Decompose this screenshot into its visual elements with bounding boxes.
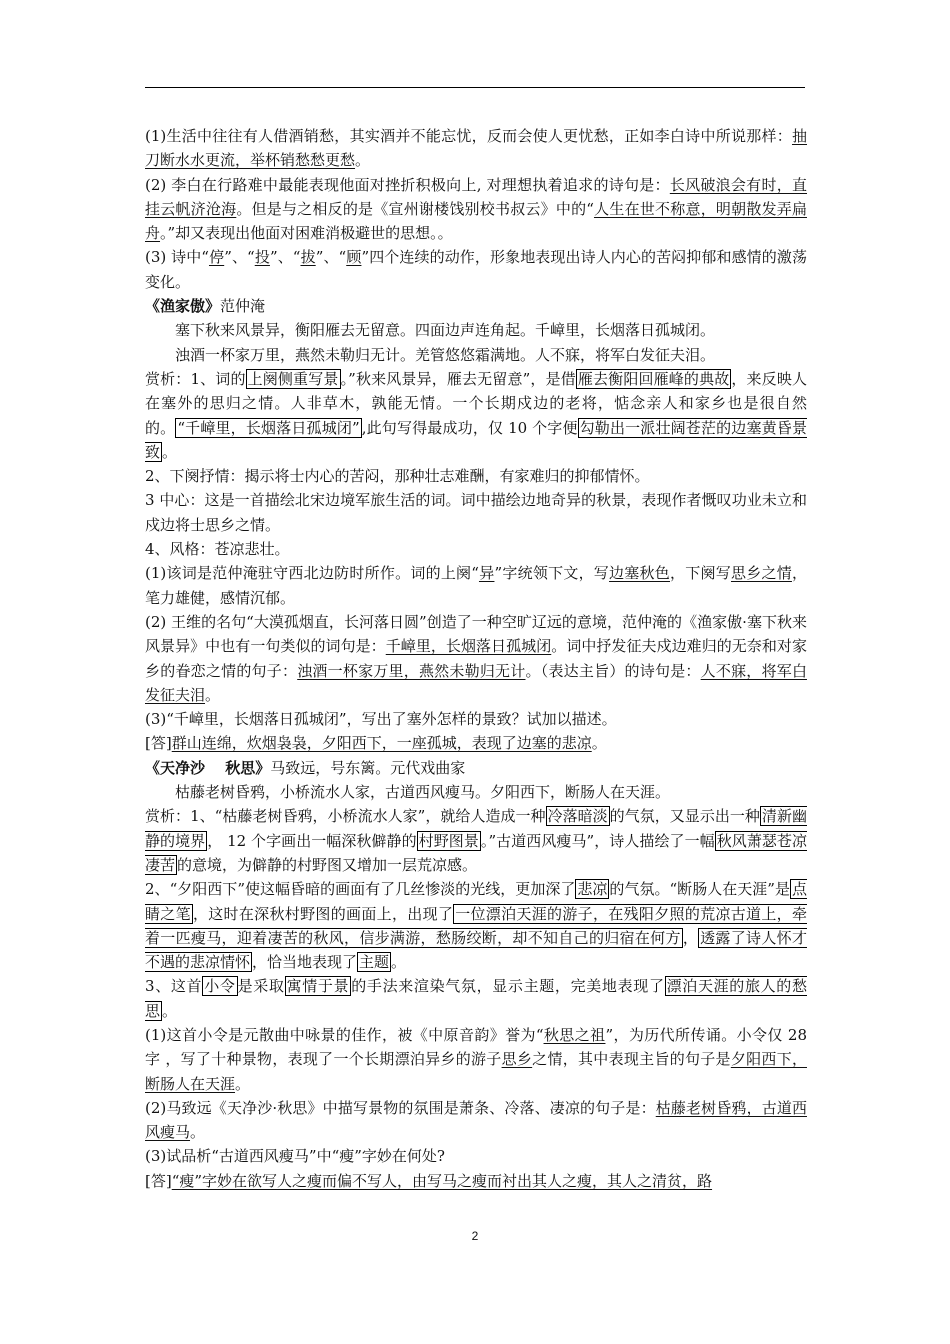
header-rule — [145, 87, 805, 88]
section-title-yujiaao: 《渔家傲》范仲淹 — [145, 297, 266, 316]
page-number: 2 — [471, 1229, 479, 1243]
analysis-tj-3: 3、这首 小令 是采取 寓情于景 的手法来渲染气氛，显示主题，完美地表现了 漂泊天涯的旅人的愁思 。 — [145, 977, 807, 1020]
answer-underline: 长风破浪会有时，直挂云帆济沧海 — [145, 175, 807, 218]
question-yj-2: (2) 王维的名句“大漠孤烟直，长河落日圆”创造了一种空旷辽远的意境，范仲淹的《渔家傲·塞下秋来风景异》中也有一句类似的词句是：千嶂里，长烟落日孤城闭。词中抒发征夫戍边难归的无奈和对家乡的眷恋之情的句子：浊酒一杯家万里，燕然未勒归无计。（表达主旨）的诗句是：人不寐，将军白发征夫泪。 — [145, 612, 807, 704]
answer-tj-3: [答]“瘦”字妙在欲写人之瘦而偏不写人，由写马之瘦而衬出其人之瘦，其人之清贫，路 — [145, 1171, 713, 1190]
answer-yj-3: [答]群山连绵，炊烟袅袅，夕阳西下，一座孤城，表现了边塞的悲凉。 — [145, 734, 607, 753]
boxed-keyword: 雁去衡阳回雁峰的典故 — [577, 369, 730, 388]
boxed-keyword: 上阕侧重写景 — [247, 369, 339, 388]
question-tj-2: (2)马致远《天净沙·秋思》中描写景物的氛围是萧条、冷落、凄凉的句子是：枯藤老树昏鸦，古道西风瘦马。 — [145, 1098, 807, 1142]
boxed-keyword: 勾勒出一派壮阔苍茫的边塞黄昏景致 — [145, 418, 807, 461]
boxed-keyword: “千嶂里，长烟落日孤城闭” — [177, 418, 360, 437]
analysis-tj-1: 赏析：1、“枯藤老树昏鸦，小桥流水人家”，就给人造成一种 冷落暗淡 的气氛，又显示出一种 清新幽静的境界 ， 12 个字画出一幅深秋僻静的 村野图景 。”古道西风瘦马”，诗人描绘了一幅 秋风萧瑟苍凉凄苦 的意境，为僻静的村野图又增加一层荒凉感。 — [145, 807, 807, 874]
answer-underline: 人生在世不称意，明朝散发弄扁舟 — [145, 199, 807, 243]
analysis-1: 赏析：1、词的 上阕侧重写景 。”秋来风景异，雁去无留意”，是借 雁去衡阳回雁峰的典故 ，来反映人在塞外的思归之情。人非草木，孰能无情。一个长期戍边的老将，惦念亲人和家乡也是很自然的。 “千嶂里，长烟落日孤城闭” ,此句写得最成功，仅 10 个字便 勾勒出一派壮阔苍茫的边塞黄昏景致 。 — [145, 369, 807, 461]
analysis-tj-2: 2、“夕阳西下”使这幅昏暗的画面有了几丝惨淡的光线，更加深了 悲凉 的气氛。“断肠人在天涯”是 点睛之笔 ，这时在深秋村野图的画面上，出现了 一位漂泊天涯的游子，在残阳夕照的荒凉古道上，牵着一匹瘦马，迎着凄苦的秋风，信步满游，愁肠绞断，却不知自己的归宿在何方 ， 透露了诗人怀才不遇的悲凉情怀 ，恰当地表现了 主题 。 — [145, 880, 807, 972]
analysis-2: 2、下阕抒情：揭示将士内心的苦闷，那种壮志难酬，有家难归的抑郁情怀。 — [145, 467, 650, 486]
question-yj-3: (3)“千嶂里，长烟落日孤城闭”，写出了塞外怎样的景致？试加以描述。 — [145, 710, 617, 729]
section-title-tianjingsha: 《天净沙 秋思》马致远，号东篱。元代戏曲家 — [145, 758, 466, 777]
poem-line: 枯藤老树昏鸦，小桥流水人家，古道西风瘦马。夕阳西下，断肠人在天涯。 — [175, 783, 671, 802]
question-tj-1: (1)这首小令是元散曲中咏景的佳作，被《中原音韵》誉为“秋思之祖”，为历代所传诵。小令仅 28 字 ，写了十种景物，表现了一个长期漂泊异乡的游子思乡之情，其中表现主旨的句子是夕阳西下，断肠人在天涯。 — [145, 1025, 807, 1093]
analysis-4: 4、风格：苍凉悲壮。 — [145, 540, 290, 559]
question-li-3: (3) 诗中“停”、“投”、“拔”、“顾”四个连续的动作，形象地表现出诗人内心的苦闷抑郁和感情的激荡变化。 — [145, 248, 807, 291]
analysis-3: 3 中心：这是一首描绘北宋边境军旅生活的词。词中描绘边地奇异的秋景，表现作者慨叹功业未立和戍边将士思乡之情。 — [145, 491, 807, 534]
question-tj-3: (3)试品析“古道西风瘦马”中“瘦”字妙在何处? — [145, 1147, 445, 1166]
answer-underline: 抽刀断水水更流，举杯销愁愁更愁 — [145, 127, 807, 170]
question-yj-1: (1)该词是范仲淹驻守西北边防时所作。词的上阕“异”字统领下文，写边塞秋色，下阕写思乡之情，笔力雄健，感情沉郁。 — [145, 564, 807, 607]
document-body — [145, 124, 807, 1193]
question-li-1: (1)生活中往往有人借酒销愁，其实酒并不能忘忧，反而会使人更忧愁，正如李白诗中所说那样：抽刀断水水更流，举杯销愁愁更愁。 — [145, 127, 807, 170]
question-li-2: (2) 李白在行路难中最能表现他面对挫折积极向上, 对理想执着追求的诗句是：长风破浪会有时，直挂云帆济沧海。但是与之相反的是《宣州谢楼饯别校书叔云》中的“人生在世不称意，明朝散发弄扁舟。”却又表现出他面对困难消极避世的思想。。 — [145, 175, 807, 243]
poem-line: 塞下秋来风景异，衡阳雁去无留意。四面边声连角起。千嶂里，长烟落日孤城闭。 — [175, 321, 716, 340]
poem-line: 浊酒一杯家万里，燕然未勒归无计。羌管悠悠霜满地。人不寐，将军白发征夫泪。 — [175, 345, 716, 364]
